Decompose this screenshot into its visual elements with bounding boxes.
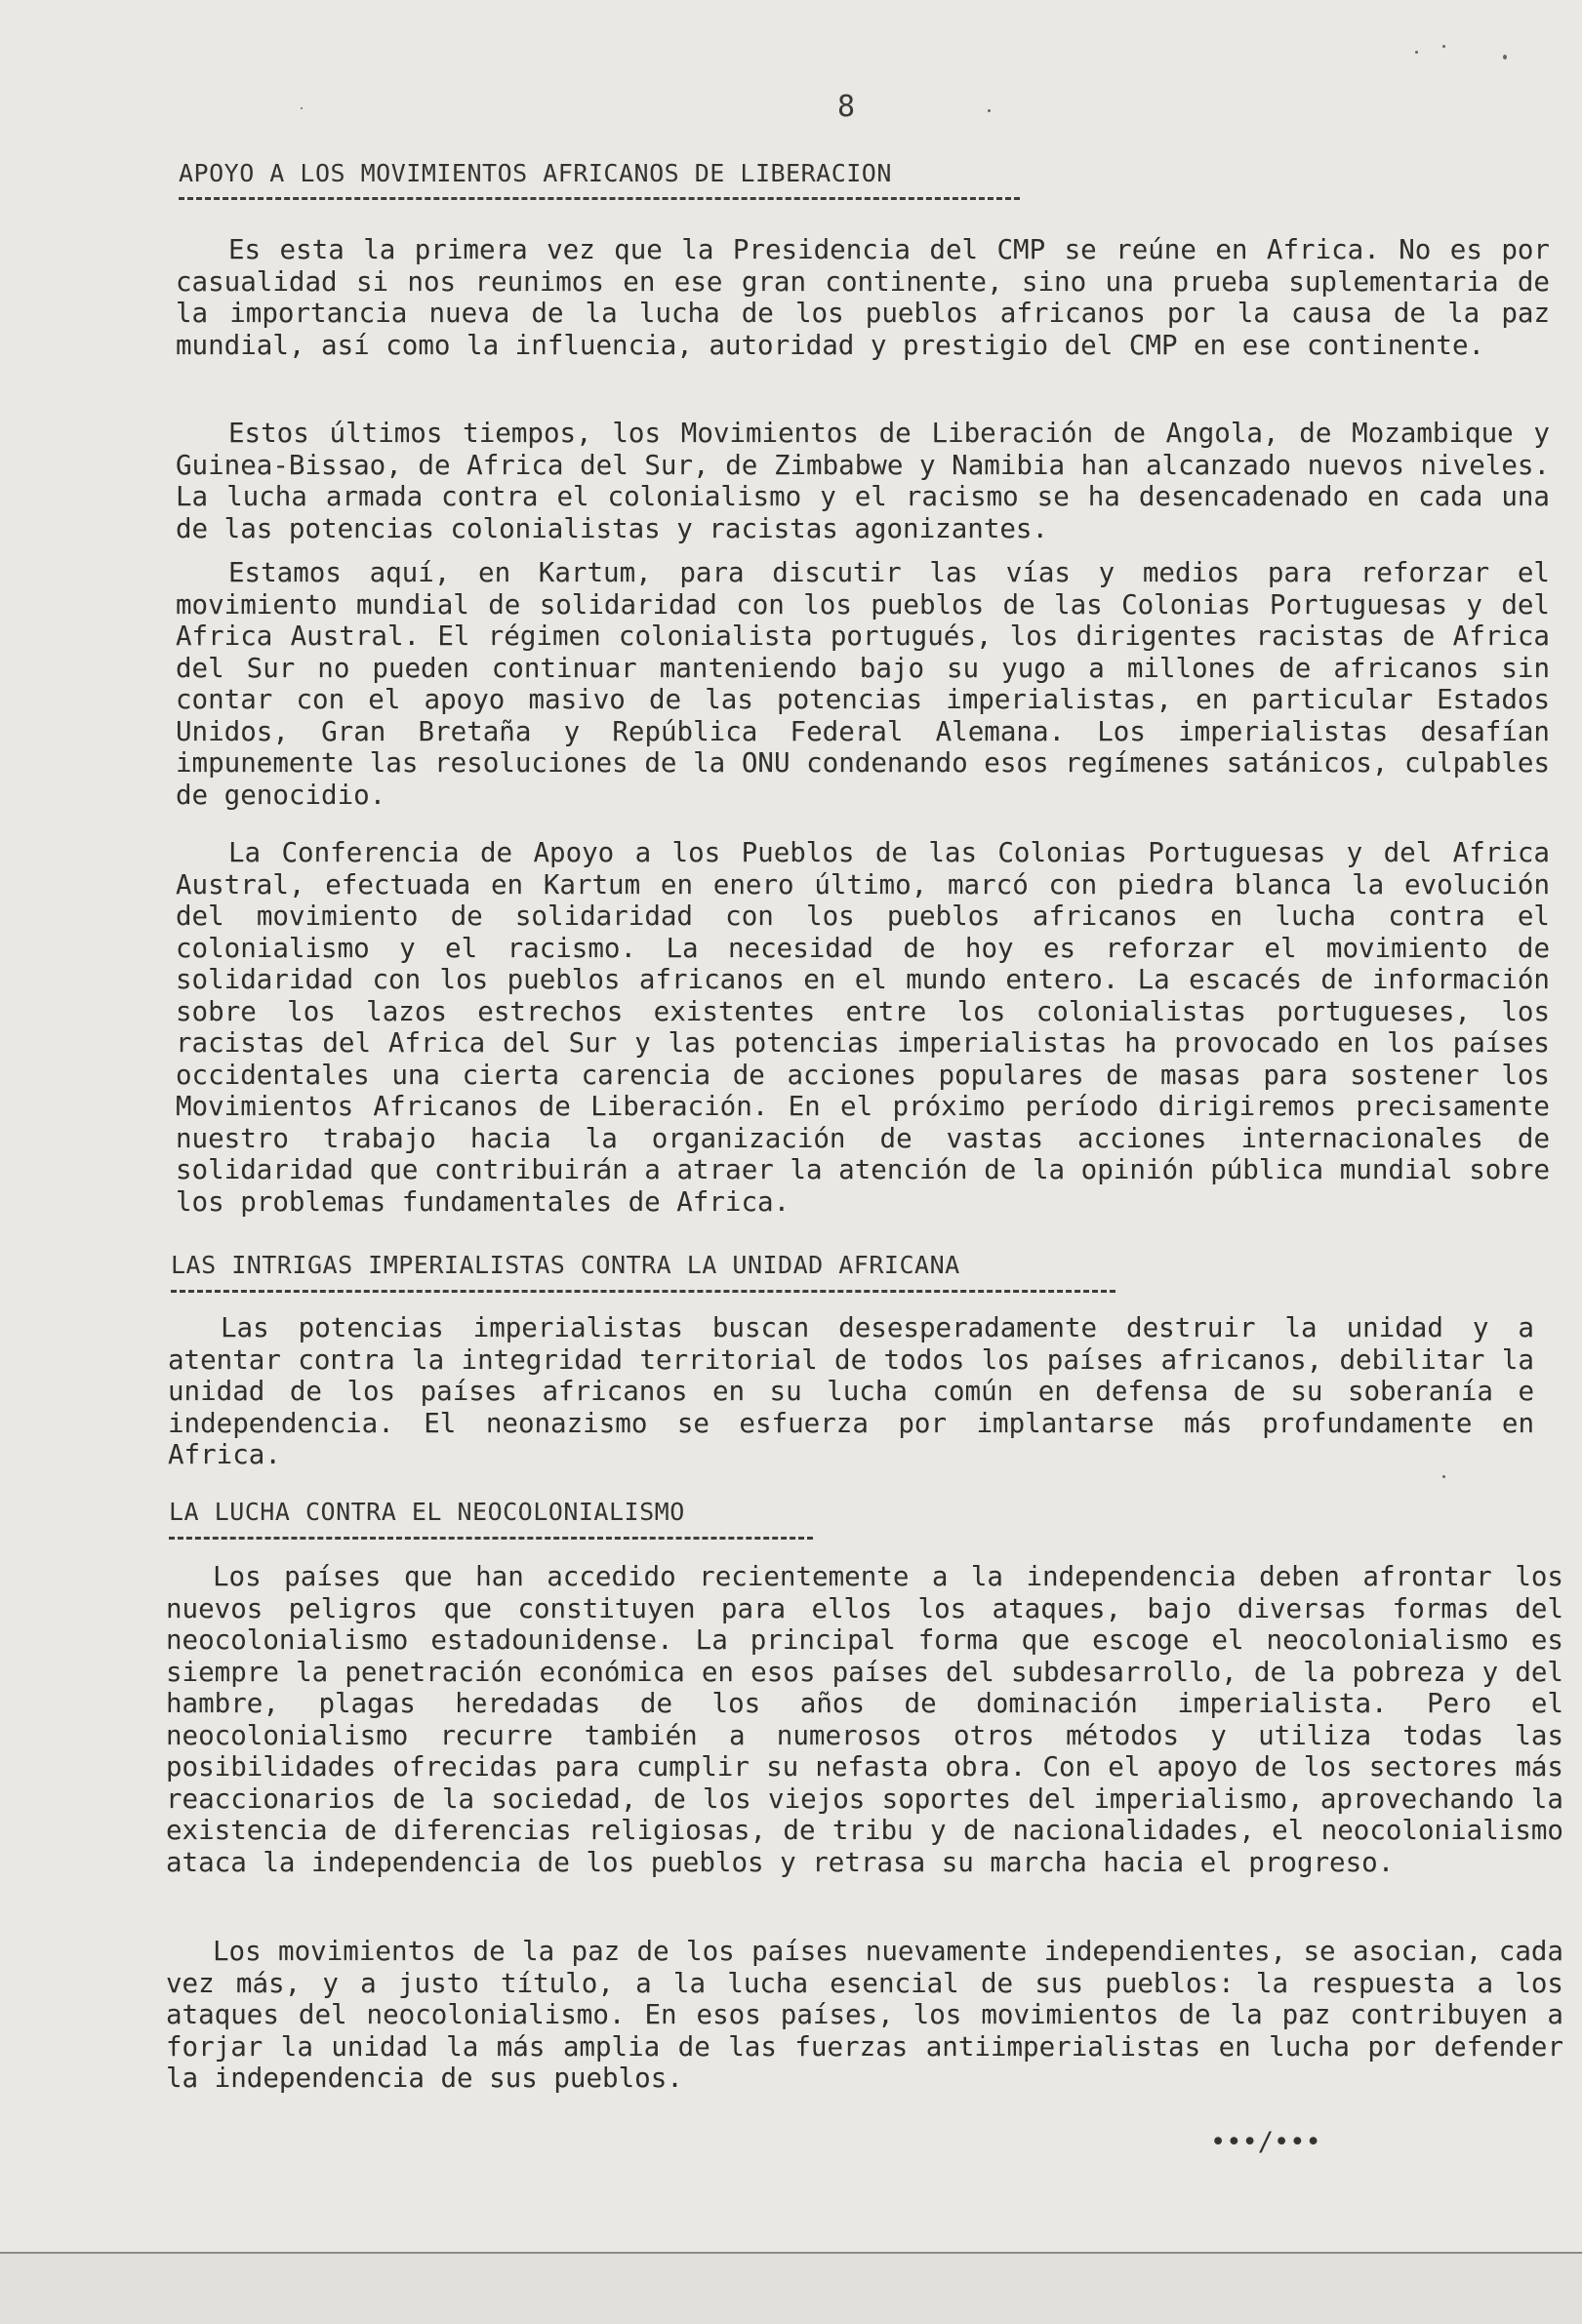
heading-underline [179, 197, 1020, 200]
section-heading-apoyo: APOYO A LOS MOVIMIENTOS AFRICANOS DE LIBERACION [179, 159, 892, 187]
page-number: 8 [837, 90, 856, 124]
paper-speck [1415, 51, 1418, 54]
paragraph: Las potencias imperialistas buscan desesperadamente destruir la unidad y a atentar contra la integridad territorial de todos los países africanos, debilitar la unidad de los países africanos en su lucha común en defensa de su soberanía e independencia. El neonazismo se esfuerza por implantarse más profundamente en Africa. [168, 1312, 1534, 1470]
paragraph: Es esta la primera vez que la Presidencia del CMP se reúne en Africa. No es por casualidad si nos reunimos en ese gran continente, sino una prueba suplementaria de la importancia nueva de la lucha de los pueblos africanos por la causa de la paz mundial, así como la influencia, autoridad y prestigio del CMP en ese continente. [176, 234, 1550, 361]
heading-underline [171, 1290, 1116, 1293]
paragraph: La Conferencia de Apoyo a los Pueblos de las Colonias Portuguesas y del Africa Austral, efectuada en Kartum en enero último, marcó con piedra blanca la evolución del movimiento de solidaridad con los pueblos africanos en lucha contra el colonialismo y el racismo. La necesidad de hoy es reforzar el movimiento de solidaridad con los pueblos africanos en el mundo entero. La escacés de información sobre los lazos estrechos existentes entre los colonialistas portugueses, los racistas del Africa del Sur y las potencias imperialistas ha provocado en los países occidentales una cierta carencia de acciones populares de masas para sostener los Movimientos Africanos de Liberación. En el próximo período dirigiremos precisamente nuestro trabajo hacia la organización de vastas acciones internacionales de solidaridad que contribuirán a atraer la atención de la opinión pública mundial sobre los problemas fundamentales de Africa. [176, 837, 1550, 1218]
paragraph: Estos últimos tiempos, los Movimientos de Liberación de Angola, de Mozambique y Guinea-Bissao, de Africa del Sur, de Zimbabwe y Namibia han alcanzado nuevos niveles. La lucha armada contra el colonialismo y el racismo se ha desencadenado en cada una de las potencias colonialistas y racistas agonizantes. [176, 418, 1550, 544]
paper-speck [988, 109, 991, 112]
section-heading-intrigas: LAS INTRIGAS IMPERIALISTAS CONTRA LA UNIDAD AFRICANA [171, 1251, 960, 1279]
page-bottom-edge [0, 2252, 1582, 2324]
paper-speck [1503, 55, 1507, 60]
continuation-mark: •••/••• [1210, 2127, 1321, 2157]
section-heading-neocolonialismo: LA LUCHA CONTRA EL NEOCOLONIALISMO [169, 1498, 685, 1526]
paper-speck [1442, 45, 1445, 48]
paragraph: Los movimientos de la paz de los países nuevamente independientes, se asocian, cada vez más, y a justo título, a la lucha esencial de sus pueblos: la respuesta a los ataques del neocolonialismo. En esos países, los movimientos de la paz contribuyen a forjar la unidad la más amplia de las fuerzas antiimperialistas en lucha por defender la independencia de sus pueblos. [166, 1936, 1563, 2094]
paper-speck [301, 107, 303, 109]
paragraph: Estamos aquí, en Kartum, para discutir las vías y medios para reforzar el movimiento mundial de solidaridad con los pueblos de las Colonias Portuguesas y del Africa Austral. El régimen colonialista portugués, los dirigentes racistas de Africa del Sur no pueden continuar manteniendo bajo su yugo a millones de africanos sin contar con el apoyo masivo de las potencias imperialistas, en particular Estados Unidos, Gran Bretaña y República Federal Alemana. Los imperialistas desafían impunemente las resoluciones de la ONU condenando esos regímenes satánicos, culpables de genocidio. [176, 557, 1550, 811]
heading-underline [169, 1537, 813, 1540]
paragraph: Los países que han accedido recientemente a la independencia deben afrontar los nuevos peligros que constituyen para ellos los ataques, bajo diversas formas del neocolonialismo estadounidense. La principal forma que escoge el neocolonialismo es siempre la penetración económica en esos países del subdesarrollo, de la pobreza y del hambre, plagas heredadas de los años de dominación imperialista. Pero el neocolonialismo recurre también a numerosos otros métodos y utiliza todas las posibilidades ofrecidas para cumplir su nefasta obra. Con el apoyo de los sectores más reaccionarios de la sociedad, de los viejos soportes del imperialismo, aprovechando la existencia de diferencias religiosas, de tribu y de nacionalidades, el neocolonialismo ataca la independencia de los pueblos y retrasa su marcha hacia el progreso. [166, 1561, 1563, 1878]
paper-speck [1442, 1475, 1445, 1478]
